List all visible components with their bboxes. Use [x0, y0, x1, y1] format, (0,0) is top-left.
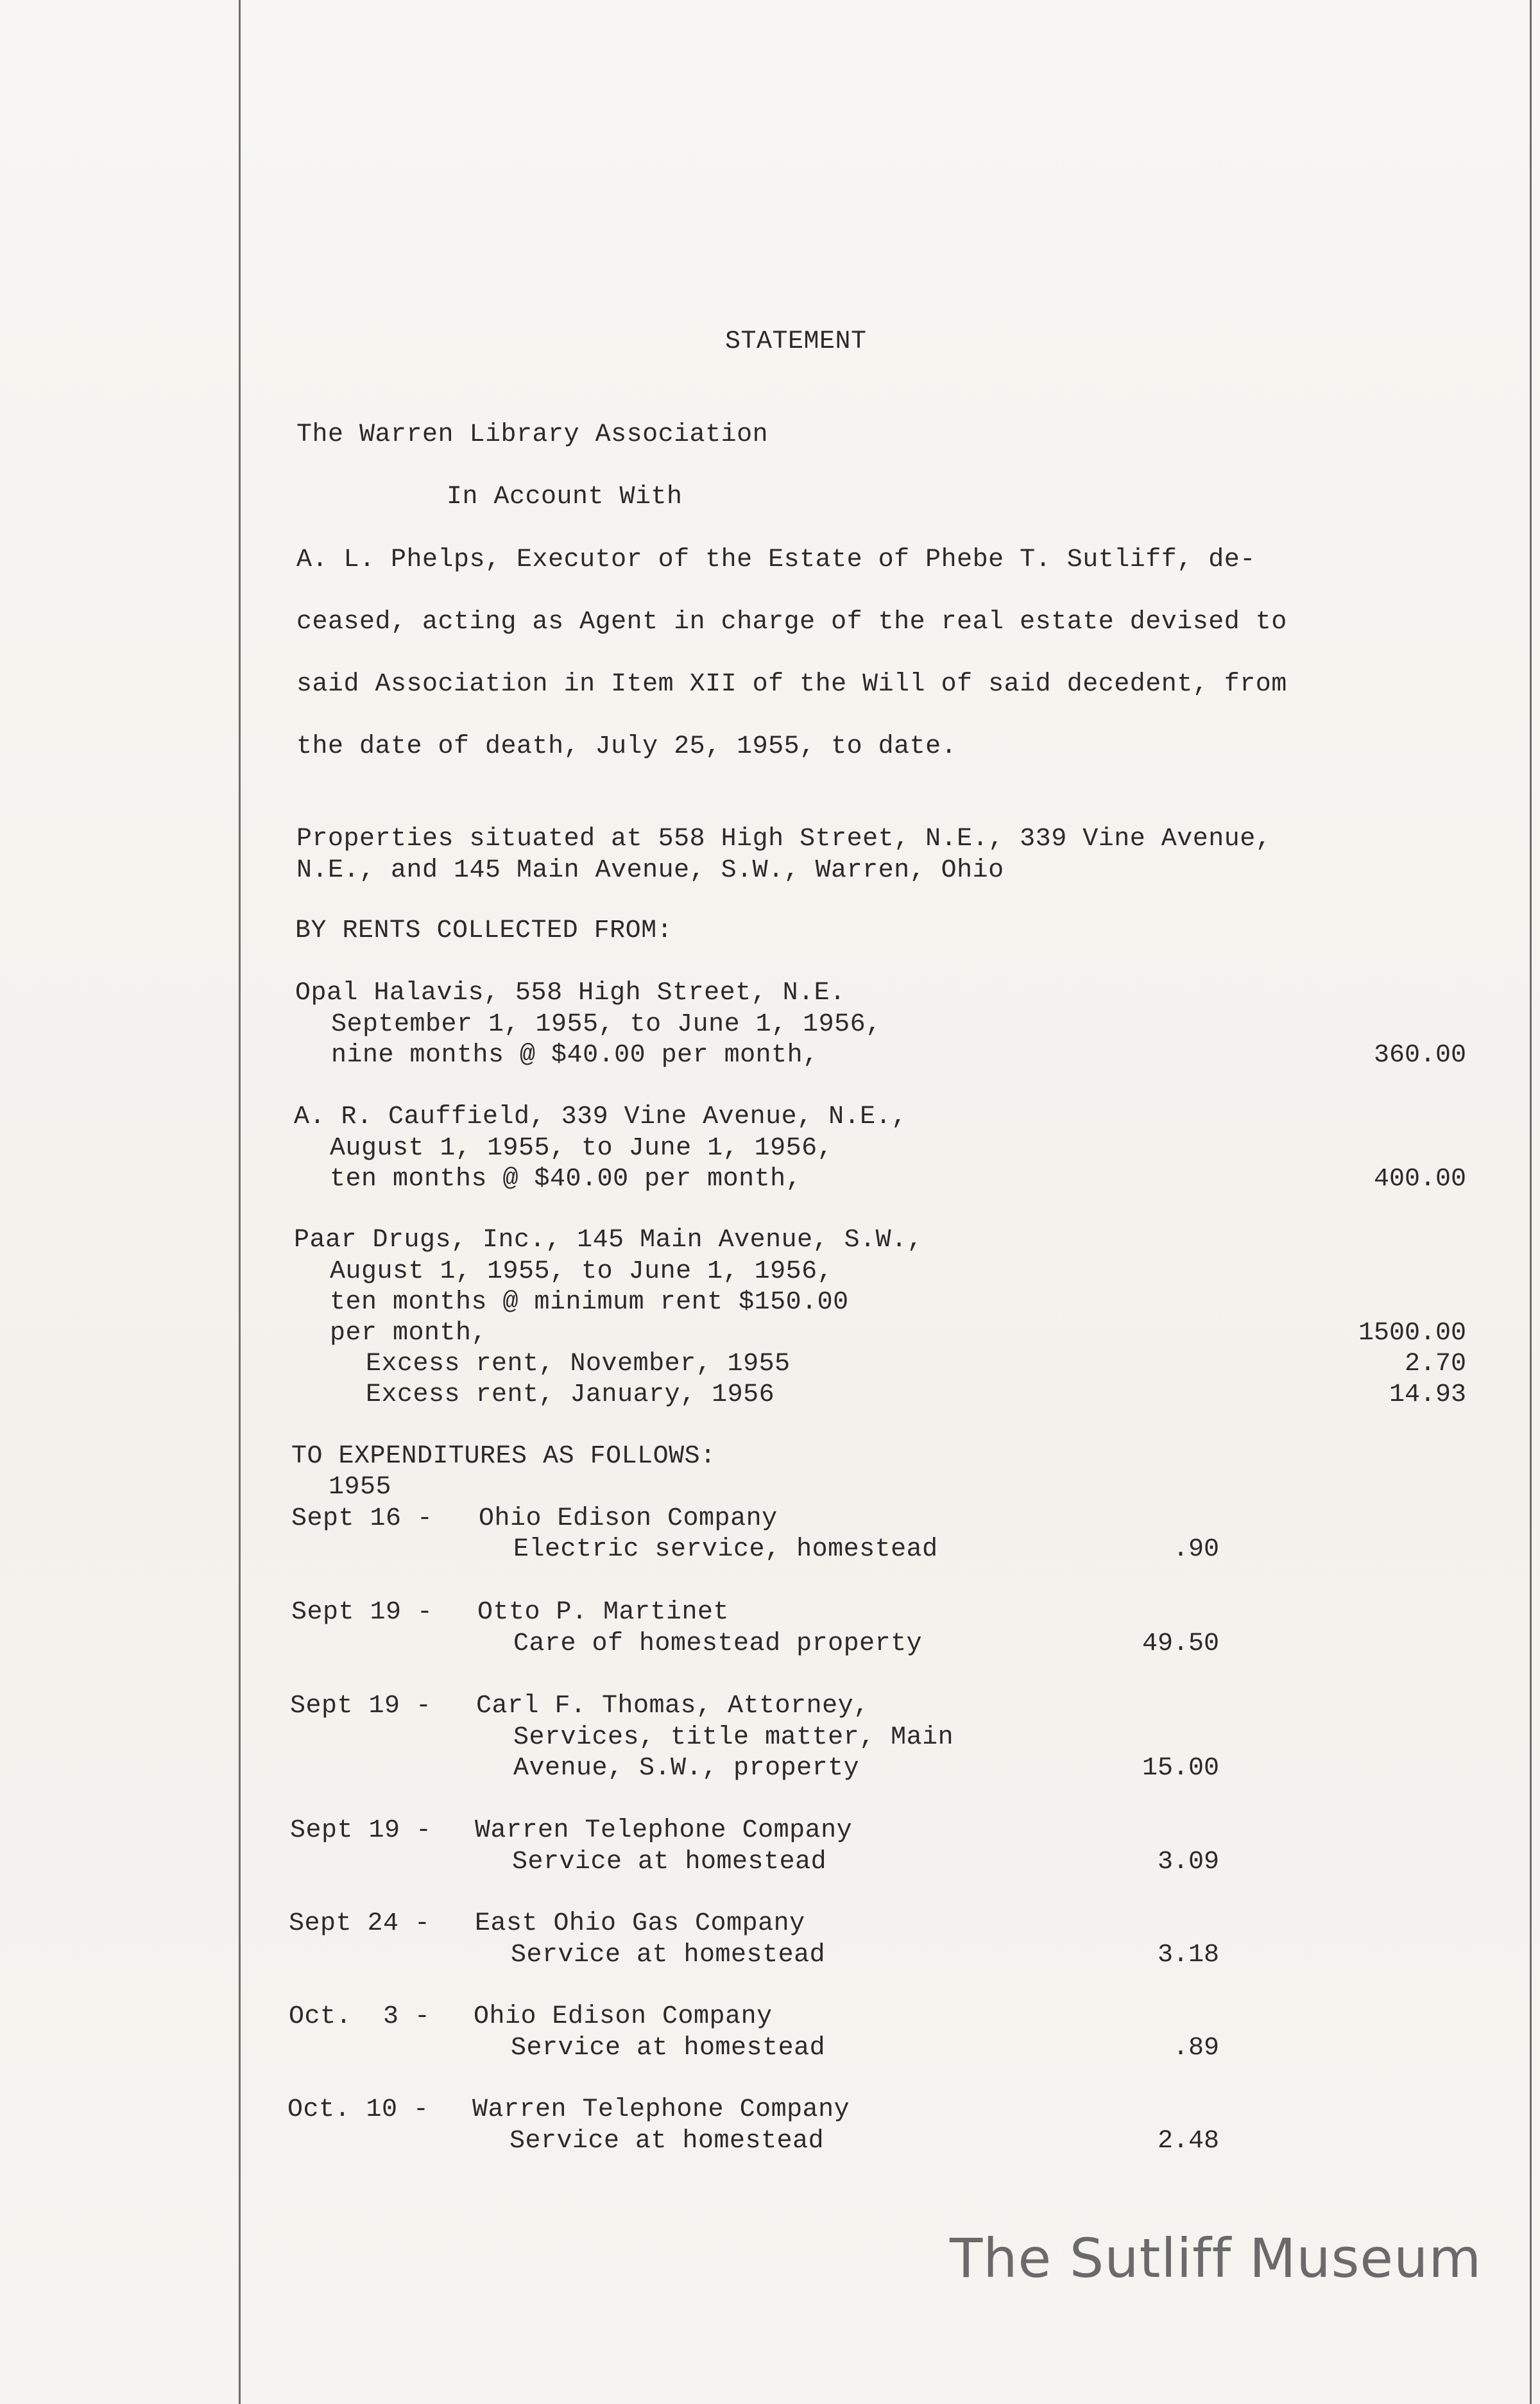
tenant-terms: ten months @ $40.00 per month,: [330, 1165, 802, 1194]
tenant-period: September 1, 1955, to June 1, 1956,: [331, 1010, 882, 1039]
tenant-name: A. R. Cauffield, 339 Vine Avenue, N.E.,: [294, 1103, 907, 1131]
expenditures-year: 1955: [329, 1473, 392, 1502]
expense-description: Service at homestead: [509, 2127, 825, 2156]
intro-paragraph-line: ceased, acting as Agent in charge of the real estate devised to: [296, 608, 1287, 637]
expense-description: Services, title matter, Main: [513, 1723, 954, 1752]
expense-date: Sept 24 -: [289, 1909, 431, 1938]
expense-payee: Ohio Edison Company: [479, 1504, 778, 1533]
intro-paragraph-line: the date of death, July 25, 1955, to date.: [296, 732, 957, 761]
expenditures-heading: TO EXPENDITURES AS FOLLOWS:: [291, 1442, 716, 1471]
expense-amount: 15.00: [1142, 1754, 1219, 1783]
expense-payee: Ohio Edison Company: [474, 2002, 773, 2031]
rents-heading: BY RENTS COLLECTED FROM:: [295, 916, 673, 945]
properties-line: Properties situated at 558 High Street, N.E., 339 Vine Avenue,: [296, 825, 1272, 854]
expense-date: Oct. 3 -: [289, 2002, 431, 2031]
excess-rent-label: Excess rent, November, 1955: [366, 1350, 791, 1378]
account-holder: The Warren Library Association: [296, 420, 769, 449]
expense-payee: Carl F. Thomas, Attorney,: [476, 1692, 869, 1721]
museum-watermark: The Sutliff Museum: [950, 2227, 1482, 2290]
expense-date: Sept 16 -: [291, 1504, 433, 1533]
expense-amount: .90: [1172, 1535, 1219, 1564]
tenant-name: Paar Drugs, Inc., 145 Main Avenue, S.W.,: [294, 1226, 923, 1255]
properties-line: N.E., and 145 Main Avenue, S.W., Warren, Ohio: [296, 856, 1004, 885]
tenant-name: Opal Halavis, 558 High Street, N.E.: [295, 979, 846, 1008]
expense-payee: Otto P. Martinet: [477, 1598, 730, 1627]
rent-amount: 14.93: [1389, 1380, 1466, 1409]
expense-payee: East Ohio Gas Company: [475, 1909, 805, 1938]
expense-amount: 3.09: [1157, 1848, 1219, 1876]
expense-description: Service at homestead: [511, 2034, 826, 2063]
expense-date: Sept 19 -: [290, 1816, 432, 1845]
expense-description: Care of homestead property: [513, 1629, 923, 1658]
tenant-terms: per month,: [330, 1319, 488, 1348]
right-margin-rule: [1530, 0, 1532, 2404]
intro-paragraph-line: A. L. Phelps, Executor of the Estate of Phebe T. Sutliff, de-: [296, 545, 1256, 574]
rent-amount: 400.00: [1373, 1165, 1466, 1194]
expense-date: Sept 19 -: [290, 1692, 432, 1721]
expense-amount: 2.48: [1157, 2127, 1219, 2156]
left-margin-rule: [239, 0, 241, 2404]
rent-amount: 360.00: [1373, 1041, 1466, 1070]
rent-amount: 1500.00: [1358, 1319, 1466, 1348]
expense-amount: 3.18: [1157, 1941, 1219, 1970]
rent-amount: 2.70: [1404, 1350, 1466, 1378]
tenant-period: August 1, 1955, to June 1, 1956,: [330, 1257, 834, 1286]
expense-date: Sept 19 -: [291, 1598, 433, 1627]
expense-description: Electric service, homestead: [513, 1535, 938, 1564]
account-with: In Account With: [447, 483, 683, 511]
intro-paragraph-line: said Association in Item XII of the Will of said decedent, from: [296, 670, 1287, 699]
expense-payee: Warren Telephone Company: [475, 1816, 853, 1845]
tenant-period: August 1, 1955, to June 1, 1956,: [330, 1134, 834, 1163]
expense-description: Service at homestead: [512, 1848, 827, 1876]
excess-rent-label: Excess rent, January, 1956: [366, 1380, 775, 1409]
page-title: STATEMENT: [725, 327, 867, 356]
expense-payee: Warren Telephone Company: [472, 2095, 850, 2124]
expense-description: Service at homestead: [511, 1941, 826, 1970]
expense-amount: .89: [1172, 2034, 1219, 2063]
tenant-terms: ten months @ minimum rent $150.00: [330, 1288, 849, 1317]
expense-date: Oct. 10 -: [287, 2095, 429, 2124]
expense-description: Avenue, S.W., property: [513, 1754, 860, 1783]
tenant-terms: nine months @ $40.00 per month,: [331, 1041, 819, 1070]
expense-amount: 49.50: [1142, 1629, 1219, 1658]
